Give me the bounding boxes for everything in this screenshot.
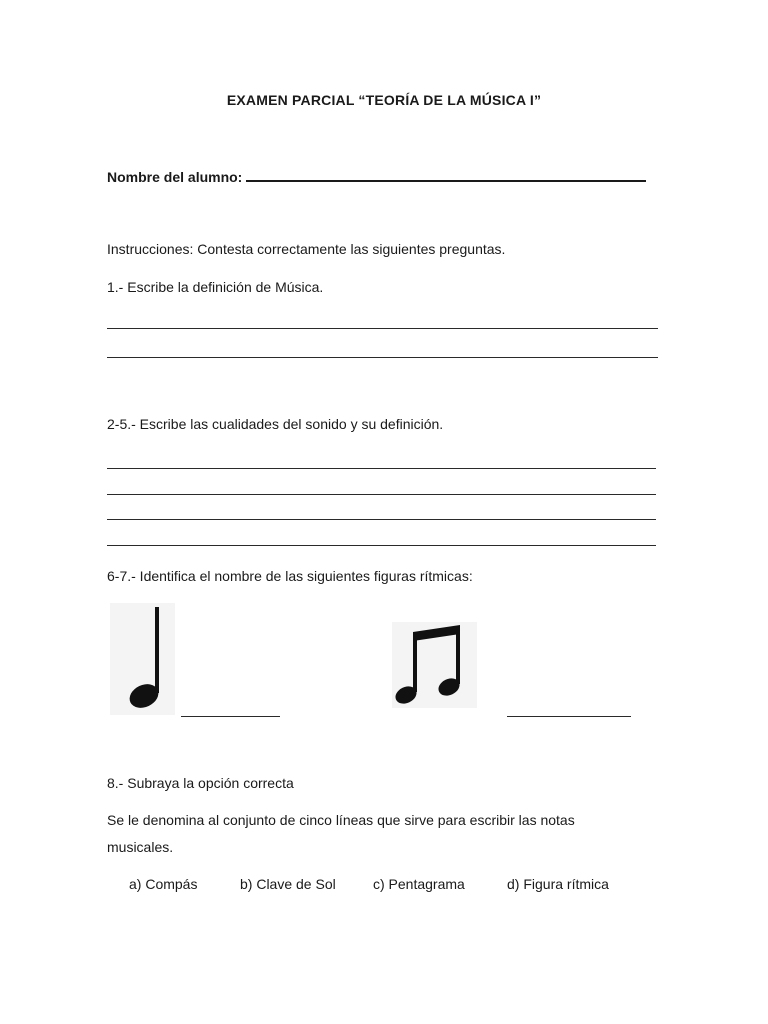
exam-title: EXAMEN PARCIAL “TEORÍA DE LA MÚSICA I”	[226, 92, 542, 108]
answer-line-1[interactable]	[107, 328, 658, 329]
question-8-text-line-1: Se le denomina al conjunto de cinco líneas que sirve para escribir las notas	[107, 812, 575, 828]
question-2-5: 2-5.- Escribe las cualidades del sonido y su definición.	[107, 416, 444, 432]
question-8: 8.- Subraya la opción correcta	[107, 775, 294, 791]
question-8-text-line-2: musicales.	[107, 839, 174, 855]
option-d[interactable]: d) Figura rítmica	[507, 876, 609, 892]
answer-line-2[interactable]	[107, 357, 658, 358]
student-name-blank[interactable]	[246, 166, 646, 182]
student-name-row	[107, 166, 646, 185]
answer-line-4[interactable]	[107, 494, 656, 495]
beamed-eighth-notes-icon	[392, 622, 477, 708]
instructions: Instrucciones: Contesta correctamente las siguientes preguntas.	[107, 241, 506, 257]
answer-line-3[interactable]	[107, 468, 656, 469]
figure-1-answer-blank[interactable]	[181, 716, 280, 717]
figure-2-answer-blank[interactable]	[507, 716, 631, 717]
option-b[interactable]: b) Clave de Sol	[240, 876, 336, 892]
answer-line-5[interactable]	[107, 519, 656, 520]
option-c[interactable]: c) Pentagrama	[373, 876, 465, 892]
option-a[interactable]: a) Compás	[129, 876, 198, 892]
quarter-note-icon	[110, 603, 175, 715]
student-name-label: Nombre del alumno:	[107, 169, 243, 185]
question-1: 1.- Escribe la definición de Música.	[107, 279, 324, 295]
question-6-7: 6-7.- Identifica el nombre de las siguientes figuras rítmicas:	[107, 568, 473, 584]
answer-line-6[interactable]	[107, 545, 656, 546]
